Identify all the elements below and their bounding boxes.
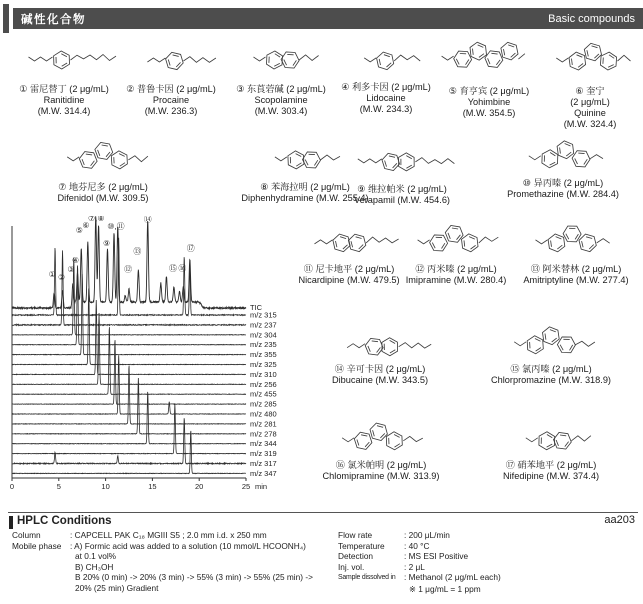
- xic-trace-label: m/z 480: [250, 409, 277, 419]
- peak-annotation: ⑥: [82, 221, 90, 230]
- compound-card-chlomipramine: [295, 420, 467, 482]
- condition-value: : CAPCELL PAK C₁₈ MGIII S5 ; 2.0 mm i.d. x 250 mm: [70, 530, 267, 540]
- condition-value: : MS ESI Positive: [404, 551, 469, 562]
- condition-row: [338, 541, 638, 552]
- structure-verapamil: [318, 138, 486, 184]
- xic-trace-label: m/z 310: [250, 369, 277, 379]
- condition-continuation: B 20% (0 min) -> 20% (3 min) -> 55% (3 min) -> 55% (25 min) ->: [75, 572, 313, 583]
- xic-trace: [12, 392, 246, 444]
- condition-row: [12, 541, 334, 552]
- compound-card-imipramine: [400, 220, 512, 286]
- condition-row: [338, 530, 638, 541]
- xic-trace-label: m/z 325: [250, 360, 277, 369]
- compound-caption-line: (2 μg/mL): [570, 97, 610, 107]
- x-axis-unit: min: [255, 482, 268, 491]
- compound-caption-line: ⑦ 地芬尼多 (2 μg/mL): [58, 182, 148, 192]
- tic-label: TIC: [250, 303, 263, 312]
- structure-imipramine: [400, 220, 512, 264]
- xic-trace-label: m/z 317: [250, 459, 277, 468]
- xic-trace-label: m/z 319: [250, 449, 277, 459]
- peak-annotation: ⑯: [178, 264, 187, 273]
- compound-caption: [295, 460, 467, 482]
- peak-annotation: ⑬: [133, 247, 142, 256]
- compound-caption: [540, 86, 640, 130]
- conditions-left-column: [12, 530, 334, 594]
- xic-trace-label: m/z 347: [250, 468, 277, 478]
- peak-annotation: ①: [48, 270, 56, 279]
- compound-card-amitriptyline: [512, 220, 640, 286]
- compound-caption-line: Nifedipine (M.W. 374.4): [503, 471, 599, 481]
- compound-caption-line: Dibucaine (M.W. 343.5): [332, 375, 428, 385]
- conditions-title-bar: [9, 516, 13, 529]
- compound-caption-line: (M.W. 354.5): [462, 108, 516, 118]
- compound-card-yohimbine: [438, 30, 540, 119]
- compound-caption: [487, 178, 639, 200]
- header-accent-bar: [3, 4, 9, 33]
- xic-trace: [12, 300, 246, 375]
- tic-trace: [12, 216, 246, 308]
- xic-trace-label: m/z 285: [250, 399, 277, 409]
- compound-caption: [512, 264, 640, 286]
- compound-caption-line: (M.W. 236.3): [144, 106, 198, 116]
- x-tick-label: 25: [241, 482, 251, 491]
- compound-caption: [318, 184, 486, 206]
- peak-annotation: ⑰: [186, 244, 195, 253]
- peak-annotation: ④: [72, 256, 80, 265]
- peak-annotation: ⑩,⑪: [107, 222, 125, 231]
- structure-chlorpromazine: [462, 324, 640, 364]
- compound-caption: [8, 182, 198, 204]
- page-title-en: Basic compounds: [548, 12, 635, 25]
- page-title-cn: 碱性化合物: [21, 13, 86, 26]
- compound-caption: [300, 364, 460, 386]
- xic-trace-label: m/z 235: [250, 340, 277, 350]
- compound-caption-line: (M.W. 314.4): [37, 106, 91, 116]
- structure-chlomipramine: [295, 420, 467, 460]
- compound-caption: [120, 84, 222, 117]
- condition-value: : Methanol (2 μg/mL each): [404, 572, 501, 583]
- condition-label: Sample dissolved in: [338, 574, 396, 582]
- compound-caption-line: Lidocaine: [366, 93, 406, 103]
- peak-annotation: ②: [58, 273, 66, 282]
- compound-caption-line: Chlorpromazine (M.W. 318.9): [491, 375, 611, 385]
- compound-caption-line: Scopolamine: [254, 95, 308, 105]
- compound-caption: [462, 364, 640, 386]
- compound-caption-line: Imipramine (M.W. 280.4): [405, 275, 507, 285]
- compound-caption-line: ⑫ 丙米嗪 (2 μg/mL): [415, 264, 497, 274]
- compound-card-procaine: [120, 36, 222, 117]
- compound-caption-line: Ranitidine: [43, 95, 85, 105]
- compound-caption-line: ⑤ 育亨宾 (2 μg/mL): [448, 86, 530, 96]
- compound-caption-line: Chlomipramine (M.W. 313.9): [322, 471, 440, 481]
- condition-label: Detection: [338, 551, 374, 562]
- compound-caption-line: ⑰ 硝苯地平 (2 μg/mL): [505, 460, 597, 470]
- conditions-right-column: [338, 530, 638, 595]
- compound-caption-line: ① 雷尼替丁 (2 μg/mL): [19, 84, 109, 94]
- xic-trace: [12, 288, 246, 364]
- xic-trace-label: m/z 455: [250, 389, 277, 399]
- compound-card-nifedipine: [462, 420, 640, 482]
- condition-value: : 40 °C: [404, 540, 430, 551]
- x-tick-label: 0: [9, 482, 15, 491]
- compound-caption-line: (M.W. 234.3): [359, 104, 413, 114]
- structure-amitriptyline: [512, 220, 640, 264]
- compound-caption-line: ③ 东莨菪碱 (2 μg/mL): [236, 84, 326, 94]
- structure-ranitidine: [8, 34, 120, 84]
- peak-annotation: ⑫: [124, 265, 133, 274]
- peak-annotation: ⑭: [143, 216, 152, 224]
- compound-caption-line: ⑭ 辛可卡因 (2 μg/mL): [334, 364, 426, 374]
- xic-trace: [12, 431, 246, 474]
- compound-caption-line: ⑥ 奎宁: [575, 86, 605, 96]
- peak-annotation: ⑨: [102, 239, 111, 248]
- compound-caption: [226, 84, 336, 117]
- compound-caption-line: Nicardipine (M.W. 479.5): [298, 275, 400, 285]
- condition-continuation: 20% (25 min) Gradient: [75, 582, 159, 593]
- condition-label: Flow rate: [338, 530, 373, 540]
- structure-difenidol: [8, 136, 198, 182]
- structure-nifedipine: [462, 420, 640, 460]
- x-tick-label: 15: [148, 482, 157, 491]
- xic-trace-label: m/z 304: [250, 330, 277, 340]
- peak-annotation: ⑦,⑧: [87, 216, 105, 223]
- xic-trace-label: m/z 278: [250, 429, 277, 439]
- compound-caption-line: Amitriptyline (M.W. 277.4): [523, 275, 629, 285]
- compound-caption-line: Yohimbine: [467, 97, 511, 107]
- structure-quinine: [540, 34, 640, 86]
- compound-caption-line: Promethazine (M.W. 284.4): [507, 189, 619, 199]
- compound-caption-line: ⑯ 氯米帕明 (2 μg/mL): [335, 460, 427, 470]
- condition-row: [338, 572, 638, 584]
- compound-card-dibucaine: [300, 328, 460, 386]
- structure-procaine: [120, 36, 222, 84]
- compound-caption-line: ⑨ 维拉帕米 (2 μg/mL): [357, 184, 447, 194]
- compound-card-promethazine: [487, 138, 639, 200]
- condition-continuation: B) CH₃OH: [75, 561, 114, 572]
- condition-row: [338, 551, 638, 562]
- x-tick-label: 5: [56, 482, 61, 491]
- conditions-title: HPLC Conditions: [17, 515, 112, 527]
- xic-trace: [12, 250, 246, 325]
- compound-caption-line: Difenidol (M.W. 309.5): [57, 193, 149, 203]
- condition-row: [12, 530, 334, 541]
- compound-caption-line: Procaine: [152, 95, 190, 105]
- compound-caption-line: ⑪ 尼卡地平 (2 μg/mL): [303, 264, 395, 274]
- compound-caption-line: ⑩ 异丙嗪 (2 μg/mL): [522, 178, 604, 188]
- compound-caption: [438, 86, 540, 119]
- condition-row: [338, 562, 638, 573]
- compound-caption: [8, 84, 120, 117]
- document-code: aa203: [604, 514, 635, 526]
- condition-label: Mobile phase: [12, 540, 62, 551]
- xic-trace-label: m/z 281: [250, 419, 277, 429]
- structure-dibucaine: [300, 328, 460, 364]
- condition-value: : 2 μL: [404, 561, 425, 572]
- peak-annotation: ⑤: [75, 226, 83, 235]
- compound-caption-line: ⑮ 氯丙嗪 (2 μg/mL): [510, 364, 592, 374]
- xic-trace: [12, 404, 246, 454]
- xic-trace: [12, 418, 246, 464]
- xic-trace: [12, 266, 246, 345]
- compound-caption-line: ⑬ 阿米替林 (2 μg/mL): [530, 264, 622, 274]
- compound-caption: [336, 82, 436, 115]
- compound-card-ranitidine: [8, 34, 120, 117]
- compound-card-lidocaine: [336, 38, 436, 115]
- compound-caption-line: Quinine: [574, 108, 606, 118]
- structure-promethazine: [487, 138, 639, 178]
- compound-caption-line: ⑧ 苯海拉明 (2 μg/mL): [260, 182, 350, 192]
- peak-annotation: ③: [67, 265, 75, 274]
- condition-value: : A) Formic acid was added to a solution (10 mmol/L HCOONH₄): [70, 540, 306, 551]
- conditions-divider: [8, 512, 638, 513]
- condition-label: Column: [12, 530, 41, 540]
- xic-trace: [12, 378, 246, 434]
- header-bar: [13, 8, 643, 29]
- x-tick-label: 20: [195, 482, 204, 491]
- compound-card-chlorpromazine: [462, 324, 640, 386]
- x-tick-label: 10: [101, 482, 110, 491]
- compound-caption: [462, 460, 640, 482]
- xic-trace-label: m/z 315: [250, 310, 277, 320]
- compound-caption-line: Diphenhydramine (M.W. 255.4): [241, 193, 369, 203]
- compound-caption-line: Verapamil (M.W. 454.6): [354, 195, 450, 205]
- condition-continuation: at 0.1 vol%: [75, 551, 117, 562]
- compound-caption: [400, 264, 512, 286]
- condition-label: Temperature: [338, 540, 385, 551]
- compound-card-verapamil: [318, 138, 486, 206]
- compound-caption-line: ④ 利多卡因 (2 μg/mL): [341, 82, 431, 92]
- compound-caption-line: (M.W. 324.4): [563, 119, 617, 129]
- structure-lidocaine: [336, 38, 436, 82]
- condition-value: : 200 μL/min: [404, 530, 450, 540]
- conditions-footnote: ※ 1 μg/mL = 1 ppm: [409, 583, 481, 594]
- compound-caption-line: ② 普鲁卡因 (2 μg/mL): [126, 84, 216, 94]
- peak-annotation: ⑮: [168, 264, 177, 273]
- xic-trace: [12, 238, 246, 316]
- compound-caption-line: (M.W. 303.4): [254, 106, 308, 116]
- condition-label: Inj. vol.: [338, 561, 365, 572]
- compound-card-scopolamine: [226, 34, 336, 117]
- chromatogram: [5, 216, 305, 502]
- xic-trace-label: m/z 344: [250, 439, 277, 449]
- xic-trace-label: m/z 256: [250, 379, 277, 389]
- structure-yohimbine: [438, 30, 540, 86]
- xic-trace-label: m/z 237: [250, 320, 277, 330]
- compound-card-quinine: [540, 34, 640, 130]
- xic-trace-label: m/z 355: [250, 350, 277, 360]
- compound-card-difenidol: [8, 136, 198, 204]
- structure-scopolamine: [226, 34, 336, 84]
